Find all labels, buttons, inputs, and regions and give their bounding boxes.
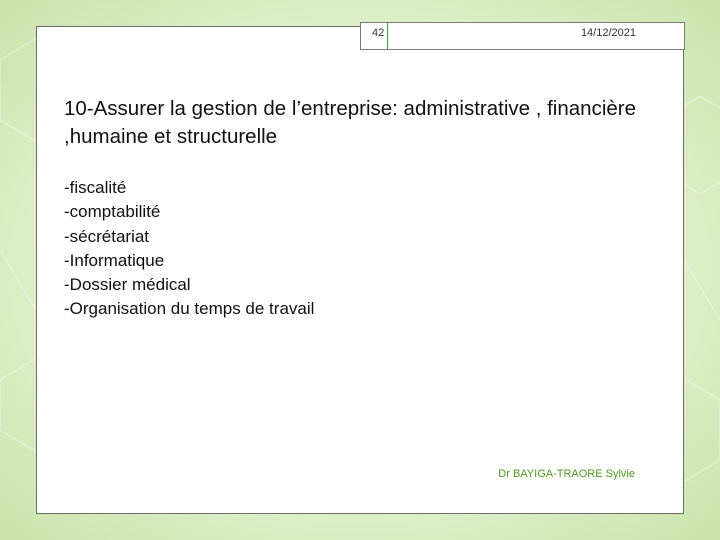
list-item: -sécrétariat	[64, 226, 150, 246]
list-item: -comptabilité	[64, 202, 161, 222]
slide-header	[360, 22, 685, 50]
slide-date: 14/12/2021	[580, 27, 636, 39]
slide-title: 10-Assurer la gestion de l’entreprise: administrative , financière ,humaine et structurelle	[64, 97, 636, 148]
header-divider	[387, 23, 388, 49]
slide-number: 42	[372, 27, 385, 39]
list-item: -Dossier médical	[64, 275, 191, 295]
list-item: -Informatique	[64, 250, 165, 270]
author-footer: Dr BAYIGA-TRAORE Sylvie	[498, 468, 635, 480]
bullet-list	[64, 176, 314, 322]
list-item: -fiscalité	[64, 178, 127, 197]
list-item: -Organisation du temps de travail	[64, 299, 315, 319]
